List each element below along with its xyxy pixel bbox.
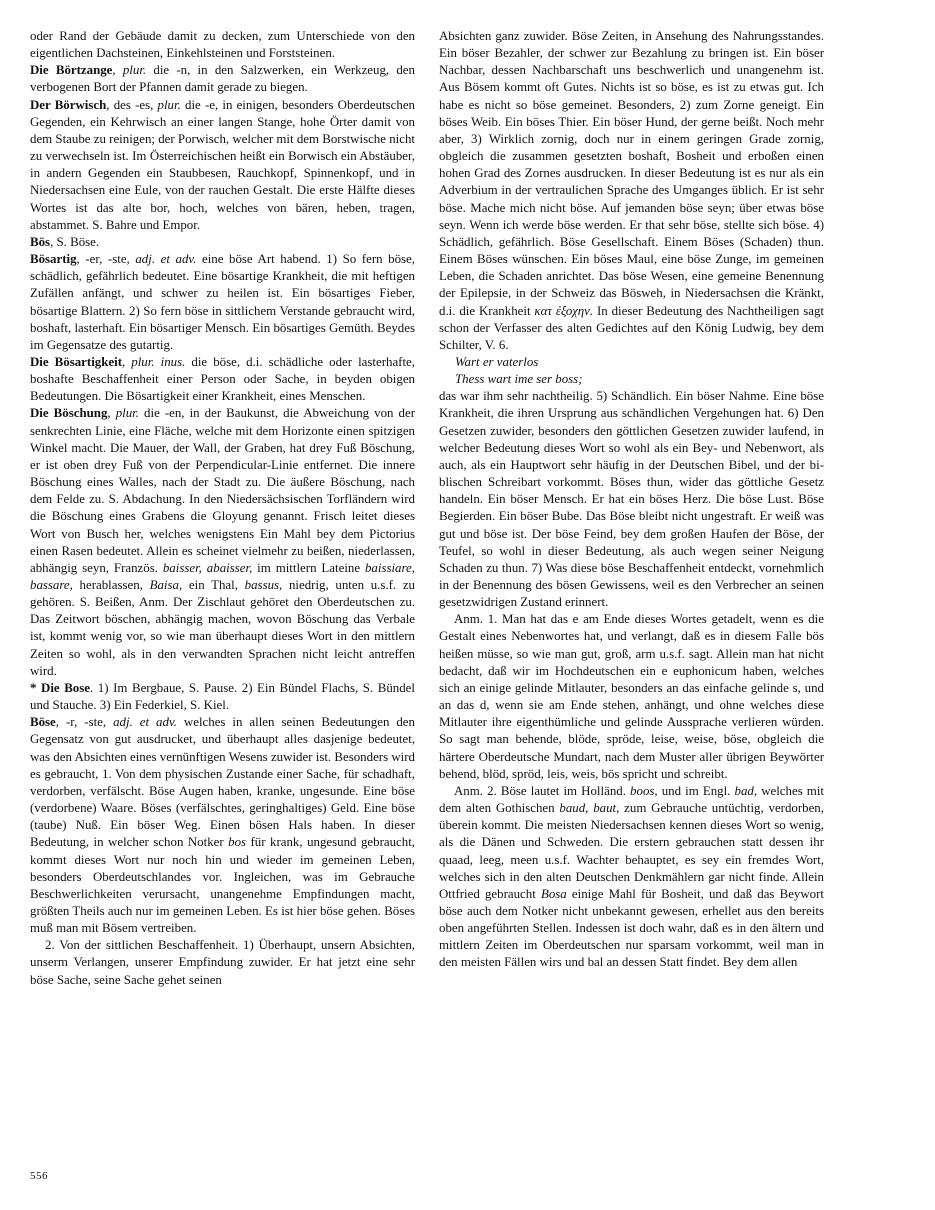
entry-text: die -n, in den Salzwerken, ein Werkzeug, den verbogenen Bort der Pfannen damit gerade zu biegen. [30,63,415,95]
entry-text: , [121,354,132,369]
paragraph: das war ihm sehr nachtheilig. 5) Schändlich. Ein böser Nahme. Eine böse Krankheit, die ihren Ursprung aus schändlichen Vergehungen hat. 6) Den Gesetzen zuwider, besonders den göttlichen Gesetzen zuwider laufend, in welcher Bedeutung dieses Wort so wohl als ein Bey- und Nebenwort, als auch, als ein Hauptwort sehr häufig in der Deutschen Bibel, und der biblischen Schreibart vorkommt. Böses thun, wider das göttliche Gesetz handeln. Ein böser Mensch. Er hat ein böses Herz. Die böse Lust. Böse Begierden. Ein böser Bube. Das Böse bleibt nicht ungestraft. Er weiß was gut und böse ist. Der böse Feind, bey dem großen Haufen der Böse, der Teufel, so wohl in dieser Bedeutung, als auch wegen seiner Neigung Schaden zu thun. 7) Was diese böse Beschaffenheit entdeckt, vornehmlich in der Benennung des bösen Gewissens, weil es den Verbrecher an seinen gesetzwidrigen Zustand erinnert. [439,389,824,610]
verse-line: Thess wart ime ser boss; [455,372,583,387]
headword: Böse [30,715,56,730]
entry-text: , -r, -ste, [55,715,114,730]
entry-text: die -e, in einigen, besonders Oberdeutschen Gegenden, ein Kehrwisch an einer langen Stange, hohe Örter damit von dem Staube zu reinigen; der Porwisch, welcher mit dem Borstwische nicht zu verwechseln ist. Im Österreichischen heißt ein Borwisch ein Abstäuber, in andern Gegenden ein Staubbesen, Rauchkopf, Spinnenkopf, und in Niedersachsen eine Eule, von der rauchen Gestalt. Die erste Hälfte dieses Wortes ist das alte bor, hoch, welches von bären, heben, tragen, abstammet. S. Bahre und Empor. [30,97,415,232]
entry-text: . 1) Im Bergbaue, S. Pause. 2) Ein Bündel Flachs, S. Bündel und Stauche. 3) Ein Federkiel, S. Kiel. [30,680,415,713]
entry-text: zum Gebrauche untüchtig, verdorben, überein kommt. Die meisten Niedersachsen kennen dieses Wort so wenig, als die Dänen und Schweden. Die erstern gebrauchen statt dessen ihr quaad, leeg, meen u.s.f. Wachter behauptet, es sey ein fremdes Wort, welches sich in den alten Deutschen Denkmählern gar nicht finde. Allein Ottfried gebraucht [439,801,824,901]
foreign-term: Bosa [540,886,567,901]
part-of-speech: adj. et adv. [113,715,177,730]
dictionary-entry-boesartigkeit [30,354,415,405]
entry-text: für krank, ungesund gebraucht, kommt dieses Wort nur noch hin und wieder im gemeinen Leben, besonders Oberdeutschlandes vor. Ingleichen, was im Gebrauche Beschwerlichkeiten verursacht, unangenehme Empfindungen macht, größten Theils auch nur im gemeinen Leben. Es ist hier böse gehen. Böses muß man mit Bösem vertreiben. [30,835,415,936]
entry-text: herablassen, [72,578,150,592]
greek-term: κατ ἐξοχην. [534,303,594,318]
entry-text: im mittlern Lateine [252,560,365,575]
entry-text: , des -es, [106,97,158,112]
entry-text: niedrig, unten u.s.f. zu gehören. S. Beißen, Anm. Der Zischlaut gehöret den Oberdeutschen zu. Das Zeitwort böschen, abhängig machen, wovon Böschung das Verbale ist, kommt wenig vor, so wie man überhaupt dieses Wort in den mittlern Zeiten so wohl, als in den verwandten Sprachen nicht leicht antreffen wird. [30,578,416,678]
entry-text: eine böse Art habend. 1) So fern böse, schädlich, gefährlich bedeutet. Eine bösartige Krankheit, die mit heftigen Zufällen anfängt, und schwer zu heilen ist. Ein bösartiges Fieber, bösartige Blattern. 2) So fern böse in sittlichem Verstande gebraucht wird, boshaft, lasterhaft. Ein bösartiger Mensch. Ein bösartiges Gemüth. Beydes im Gegensatze des gutartig. [30,252,415,352]
verse-line: Wart er vaterlos [455,354,539,369]
foreign-term: Baisa, [149,578,183,592]
right-column [439,28,824,972]
entry-text: und im Engl. [657,783,735,798]
entry-text: , [107,406,116,421]
headword: Die Börtzange [30,63,113,78]
entry-text: die böse, d.i. schädliche oder lasterhafte, boshafte Beschaffenheit einer Person oder Sache, in beyden obigen Bedeutungen. Die Bösartigkeit einer Krankheit, eines Menschen. [30,354,415,404]
part-of-speech: plur. [122,63,147,78]
entry-text: , -er, -ste, [76,252,136,267]
entry-text: Anm. 2. Böse lautet im Holländ. [454,783,631,798]
entry-text: ein Thal, [182,578,245,592]
foreign-term: baisser, abaisser, [162,560,253,575]
dictionary-entry-boerwisch [30,97,415,234]
foreign-term: boos, [630,783,658,798]
paragraph: oder Rand der Gebäude damit zu decken, zum Unterschiede von den eigentlichen Dachsteinen, Einkehlsteinen und Forststeinen. [30,29,415,61]
entry-text: , [112,63,123,78]
headword: Die Böschung [30,406,108,421]
foreign-term: bos [228,835,247,850]
page-number: 556 [30,1170,48,1182]
left-column [30,28,415,989]
entry-text: Absichten ganz zuwider. Böse Zeiten, in Ansehung des Nahrungsstandes. Ein böser Bezahler, der schwer zur Bezahlung zu bringen ist. Ein böser Nachbar, dessen Nachbarschaft uns beschwerlich und unangenehm ist. Aus Bösem kommt oft Gutes. Nichts ist so böse, es ist zu etwas gut. Ich habe es nicht so böse gemeinet. Besonders, 2) zum Zorne geneigt. Ein böses Weib. Ein böses Thier. Ein böser Hund, der gerne beißt. Noch mehr aber, 3) Wirklich zornig, doch nur in einem geringen Grade zornig, obgleich die zusammen gesetzten boshaft, Bosheit und erboßen einen hohen Grad des Zornes ausdrucken. In dieser Bedeutung ist es nur als ein Adverbium in der vertraulichen Sprache des Umganges üblich. Er ist sehr böse. Mache mich nicht böse. Auf jemanden böse seyn; über etwas böse seyn. Wenn ich werde böse werden. Er that sehr böse, stellte sich böse. 4) Schädlich, gefährlich. Böse Gesellschaft. Einem Böses (Schaden) thun. Einem Böses wünschen. Ein böses Maul, eine böse Zunge, im gemeinen Leben, die Schaden anrichtet. Das böse Wesen, eine gemeine Benennung der Epilepsie, in der Schweiz das Bösweh, in Niedersachsen die Kränkt, d.i. die Krankheit [439,29,824,318]
dictionary-entry-boes [30,234,415,251]
dictionary-entry-bose [30,680,415,714]
paragraph: Anm. 1. Man hat das e am Ende dieses Wortes getadelt, wenn es die Gestalt eines Nebenwortes hat, und verlangt, daß es in diesem Falle bös heißen müsse, so wie man gut, groß, arm u.s.f. sagt. Allein man hat nicht bedacht, daß wir im Hochdeutschen ein e euphonicum haben, welches sich an einige gelinde Mitlauter, besonders an das einfache gelinde s, und an das d, wenn sie am Ende stehen, anhängt, und ohne welches diese Mitlauter ihre eigenthümliche und gelinde Aussprache verlieren würden. So sagt man behende, blöde, spröde, leise, weise, böse, obgleich die härtere Oberdeutsche Mundart, nach dem Muster aller übrigen Beywörter behend, blöd, spröd, leis, weis, bös spricht und schreibt. [439,612,824,781]
foreign-term: bad, [734,783,758,798]
foreign-term: bassus, [244,578,283,592]
headword: * Die Bose [30,680,90,695]
paragraph: 2. Von der sittlichen Beschaffenheit. 1) Überhaupt, unsern Absichten, unserm Verlangen, unserer Empfindung zuwider. Er hat jetzt eine sehr böse Sache, seine Sache gehet seinen [30,938,415,987]
part-of-speech: plur. [115,406,139,421]
headword: Die Bösartigkeit [30,354,122,369]
paragraph [439,28,824,354]
headword: Bös [30,234,51,249]
entry-text: welches mit dem alten Gothischen [439,783,824,816]
part-of-speech: adj. et adv. [135,252,197,267]
entry-text: die -en, in der Baukunst, die Abweichung von der senkrechten Linie, eine Fläche, welche mit dem Horizonte einen spitzigen Winkel macht. Die Mauer, der Wall, der Graben, hat drey Fuß Böschung, er ist oben drey Fuß von der Perpendicular-Linie entfernet. Die innere Böschung eines Walles, nach der Stadt zu. Die äußere Böschung, nach dem Felde zu. S. Abdachung. In den Niedersächsischen Torfländern wird die Böschung eines Grabens die Gloyung genannt. Frisch leitet dieses Wort von Busch her, welches wenigstens Ein Mahl bey dem Pictorius einen Rasen bedeutet. Allein es scheinet vielmehr zu beißen, niederlassen, abhängig seyn, Französ. [30,406,415,575]
entry-text: einige Mahl für Bosheit, und daß das Beywort böse auch dem Notker nicht unbekannt gewesen, erhellet aus den bereits oben angeführten Stellen. Indessen ist doch wahr, daß es in den ältern und mittlern Zeiten im Oberdeutschen nur sparsam vorkommt, weil man in den meisten Fällen wirs und bal an dessen Statt findet. Bey dem allen [439,886,824,970]
dictionary-entry-boeschung [30,405,415,680]
foreign-term: baud, baut, [559,801,620,816]
entry-text: In dieser Bedeutung des Nachtheiligen sagt schon der Verfasser des alten Gedichtes auf den König Ludwig, bey dem Schilter, V. 6. [439,303,824,352]
headword: Der Börwisch [30,97,107,112]
dictionary-entry-boesartig [30,251,415,354]
part-of-speech: plur. [157,97,181,112]
entry-text: welches in allen seinen Bedeutungen den Gegensatz von gut ausdrucket, und überhaupt alles dasjenige bedeutet, was den Absichten eines vernünftigen Wesens zuwider ist. Besonders wird es gebraucht, 1. Von dem physischen Zustande einer Sache, für schadhaft, verdorben, verfälscht. Böse Augen haben, kranke, ungesunde. Eine böse (verdorbene) Waare. Böses (verfälschtes, geringhaltiges) Geld. Eine böse (taube) Nuß. Ein böser Weg. Einen bösen Hals haben. In dieser Bedeutung, in welcher schon Notker [30,715,415,850]
dictionary-entry-boese [30,714,415,937]
headword: Bösartig [30,252,77,267]
dictionary-entry-boertzange [30,62,415,96]
paragraph [439,783,824,972]
part-of-speech: plur. inus. [131,354,186,369]
foreign-term: baissiare, bassare, [30,560,415,592]
entry-text: , S. Böse. [50,234,100,249]
